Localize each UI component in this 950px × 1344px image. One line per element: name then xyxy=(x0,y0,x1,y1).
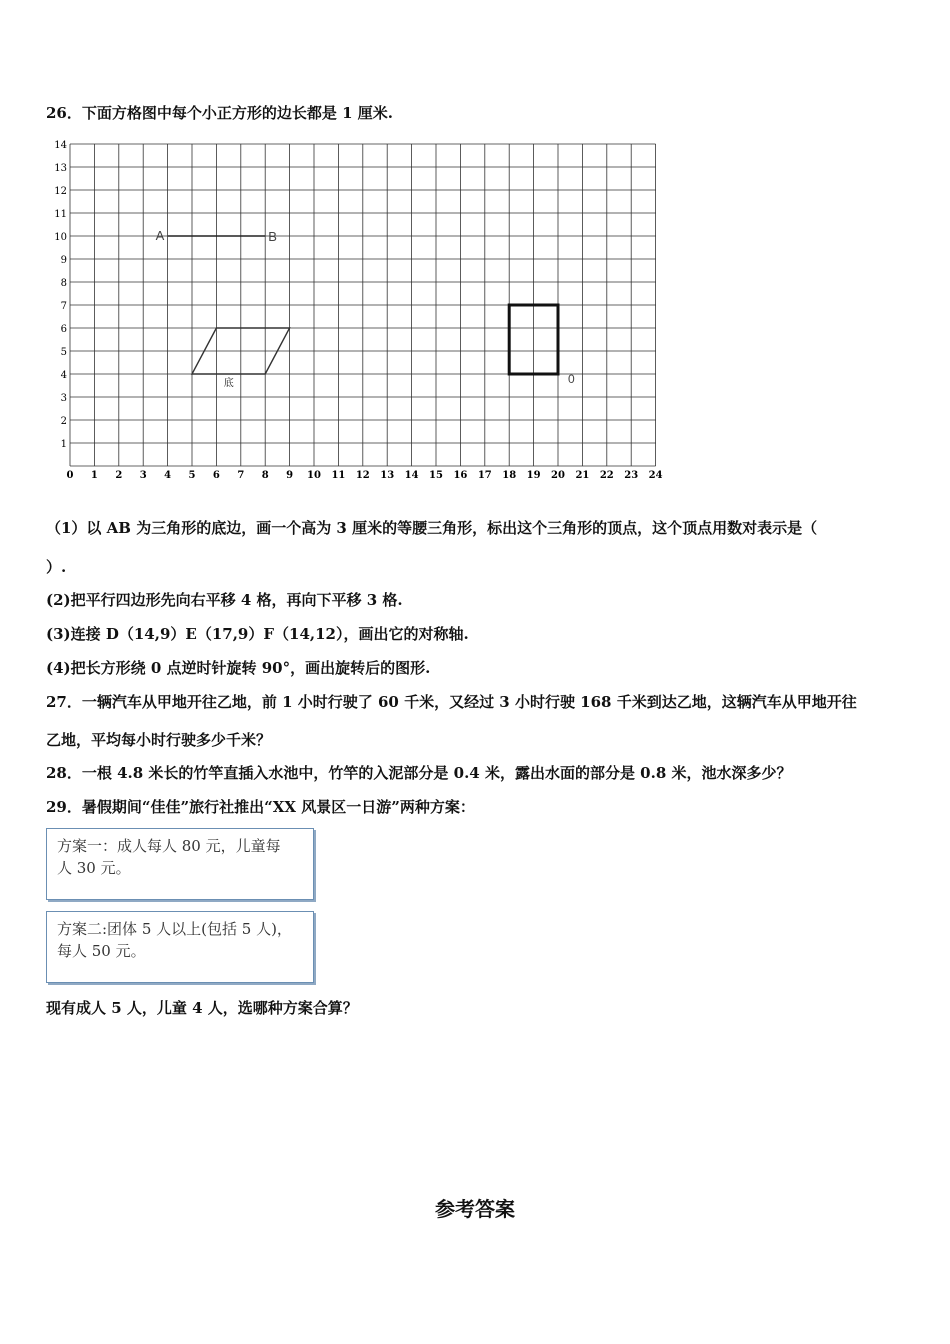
coordinate-grid xyxy=(40,136,665,481)
y-axis-tick-labels xyxy=(54,140,67,450)
y-tick-label: 9 xyxy=(60,255,67,266)
question-27-line-2: 乙地，平均每小时行驶多少千米？ xyxy=(46,731,272,749)
x-tick-label: 11 xyxy=(331,470,346,481)
x-tick-label: 12 xyxy=(355,470,370,481)
question-26-intro: 26．下面方格图中每个小正方形的边长都是 1 厘米. xyxy=(46,104,393,122)
x-tick-label: 16 xyxy=(453,470,468,481)
x-tick-label: 24 xyxy=(648,470,663,481)
x-tick-label: 5 xyxy=(188,470,196,481)
question-26-part-1: （1）以 AB 为三角形的底边，画一个高为 3 厘米的等腰三角形，标出这个三角形的顶点，这个顶点用数对表示是（ xyxy=(46,519,818,537)
y-tick-label: 14 xyxy=(54,140,67,151)
y-tick-label: 7 xyxy=(60,301,67,312)
x-tick-label: 14 xyxy=(404,470,419,481)
y-tick-label: 11 xyxy=(54,209,67,220)
plan-1-line-2: 人 30 元。 xyxy=(57,859,131,877)
y-tick-label: 13 xyxy=(54,163,67,174)
y-tick-label: 4 xyxy=(60,370,67,381)
point-b-label: B xyxy=(268,229,277,244)
x-tick-label: 3 xyxy=(139,470,147,481)
question-26-part-3: (3)连接 D（14,9）E（17,9）F（14,12），画出它的对称轴. xyxy=(46,625,469,643)
question-29-question: 现有成人 5 人，儿童 4 人，选哪种方案合算？ xyxy=(46,999,358,1017)
x-tick-label: 13 xyxy=(380,470,395,481)
point-o-label: 0 xyxy=(568,372,575,386)
x-tick-label: 7 xyxy=(237,470,245,481)
y-tick-label: 6 xyxy=(60,324,67,335)
y-tick-label: 2 xyxy=(60,416,67,427)
plan-1-line-1: 方案一：成人每人 80 元，儿童每 xyxy=(57,837,281,855)
x-tick-label: 18 xyxy=(502,470,517,481)
x-tick-label: 21 xyxy=(575,470,590,481)
y-tick-label: 3 xyxy=(60,393,67,404)
x-tick-label: 9 xyxy=(286,470,294,481)
x-tick-label: 17 xyxy=(477,470,492,481)
answer-title: 参考答案 xyxy=(435,1197,515,1221)
plan-2-line-1: 方案二:团体 5 人以上(包括 5 人)， xyxy=(57,920,292,938)
plan-1-box xyxy=(46,828,314,900)
base-label: 底 xyxy=(223,378,234,389)
x-tick-label: 23 xyxy=(624,470,639,481)
y-tick-label: 10 xyxy=(54,232,67,243)
x-tick-label: 8 xyxy=(261,470,269,481)
x-tick-label: 20 xyxy=(551,470,565,481)
x-tick-label: 15 xyxy=(429,470,443,481)
question-26-part-4: (4)把长方形绕 0 点逆时针旋转 90°，画出旋转后的图形. xyxy=(46,659,431,677)
x-tick-label: 2 xyxy=(115,470,123,481)
x-tick-label: 4 xyxy=(164,470,172,481)
x-tick-label: 22 xyxy=(599,470,614,481)
plan-2-line-2: 每人 50 元。 xyxy=(57,942,146,960)
x-tick-label: 1 xyxy=(90,470,98,481)
x-tick-label: 6 xyxy=(212,470,220,481)
x-tick-label: 10 xyxy=(307,470,321,481)
question-27-line-1: 27．一辆汽车从甲地开往乙地，前 1 小时行驶了 60 千米，又经过 3 小时行驶 168 千米到达乙地，这辆汽车从甲地开往 xyxy=(46,693,857,711)
point-a-label: A xyxy=(155,228,165,243)
y-tick-label: 8 xyxy=(60,278,67,289)
question-29-intro: 29．暑假期间“佳佳”旅行社推出“XX 风景区一日游”两种方案： xyxy=(46,798,475,816)
y-tick-label: 1 xyxy=(60,439,67,450)
x-tick-label: 19 xyxy=(526,470,541,481)
x-axis-tick-labels xyxy=(67,470,663,481)
question-26-part-1-end: ）. xyxy=(46,558,67,576)
grid-lines xyxy=(70,144,656,466)
plan-2-box xyxy=(46,911,314,983)
y-tick-label: 12 xyxy=(54,186,67,197)
x-tick-label: 0 xyxy=(66,470,74,481)
question-26-part-2: (2)把平行四边形先向右平移 4 格，再向下平移 3 格. xyxy=(46,591,403,609)
y-tick-label: 5 xyxy=(60,347,67,358)
question-28: 28．一根 4.8 米长的竹竿直插入水池中，竹竿的入泥部分是 0.4 米，露出水面的部分是 0.8 米，池水深多少？ xyxy=(46,764,792,782)
